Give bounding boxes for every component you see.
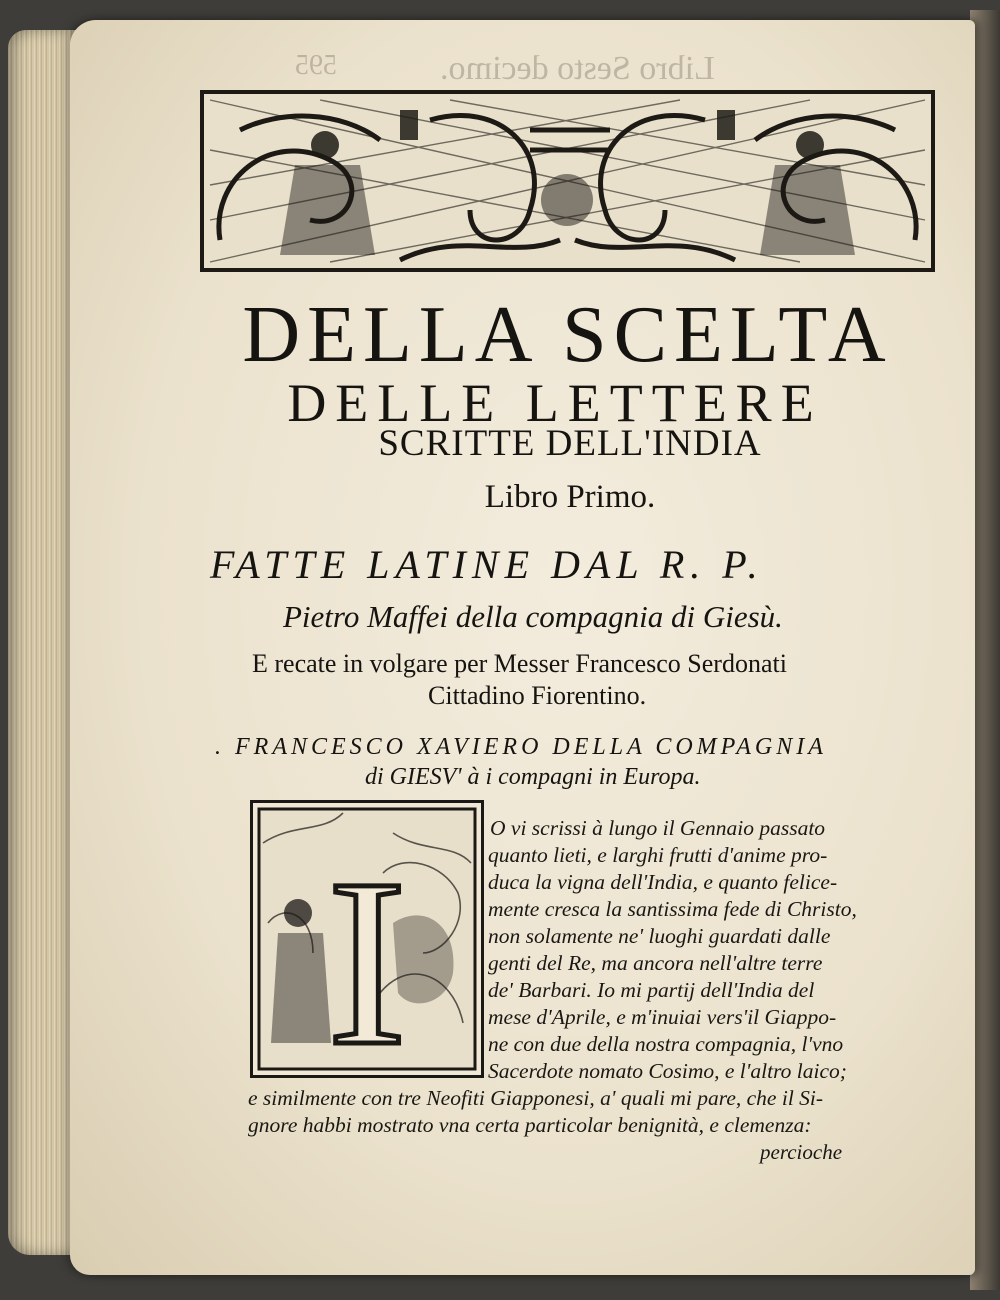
title-main: DELLA SCELTA	[242, 291, 893, 379]
body-line-10: Sacerdote nomato Cosimo, e l'altro laico;	[488, 1059, 847, 1083]
dedication-line-2: di GIESV' à i compagni in Europa.	[365, 764, 701, 790]
latin-translator-line: FATTE LATINE DAL R. P.	[210, 542, 764, 587]
catchword: percioche	[760, 1140, 843, 1164]
bleed-through-running-head: Libro Sesto decimo.	[440, 50, 715, 87]
vernacular-translator-line-2: Cittadino Fiorentino.	[428, 681, 647, 710]
initial-letter-glyph: I	[327, 829, 407, 1078]
body-line-9: ne con due della nostra compagnia, l'vno	[488, 1032, 844, 1056]
woodcut-headpiece	[200, 90, 935, 272]
body-line-3: duca la vigna dell'India, e quanto felice-	[488, 870, 838, 894]
body-line-7: de' Barbari. Io mi partij dell'India del	[488, 978, 815, 1002]
body-line-8: mese d'Aprile, e m'inuiai vers'il Giappo-	[488, 1005, 837, 1029]
body-line-4: mente cresca la santissima fede di Christo,	[488, 897, 857, 921]
body-line-12: gnore habbi mostrato vna certa particolar benignità, e clemenza:	[248, 1113, 812, 1137]
title-line-3: SCRITTE DELL'INDIA	[378, 423, 762, 464]
body-line-6: genti del Re, ma ancora nell'altre terre	[488, 951, 823, 975]
vernacular-translator-line-1: E recate in volgare per Messer Francesco Serdonati	[252, 649, 787, 678]
dedication-line-1: . FRANCESCO XAVIERO DELLA COMPAGNIA	[215, 734, 827, 760]
body-line-1: O vi scrissi à lungo il Gennaio passato	[490, 816, 826, 840]
body-line-11: e similmente con tre Neofiti Giapponesi, a' quali mi pare, che il Si-	[248, 1086, 824, 1110]
body-line-5: non solamente ne' luoghi guardati dalle	[488, 924, 831, 948]
bleed-through-folio: 595	[295, 50, 337, 81]
title-line-2: DELLE LETTERE	[287, 373, 823, 433]
author-line: Pietro Maffei della compagnia di Giesù.	[283, 599, 783, 634]
woodcut-initial-letter	[250, 800, 484, 1078]
book-number: Libro Primo.	[484, 479, 656, 515]
body-line-2: quanto lieti, e larghi frutti d'anime pro-	[488, 843, 828, 867]
